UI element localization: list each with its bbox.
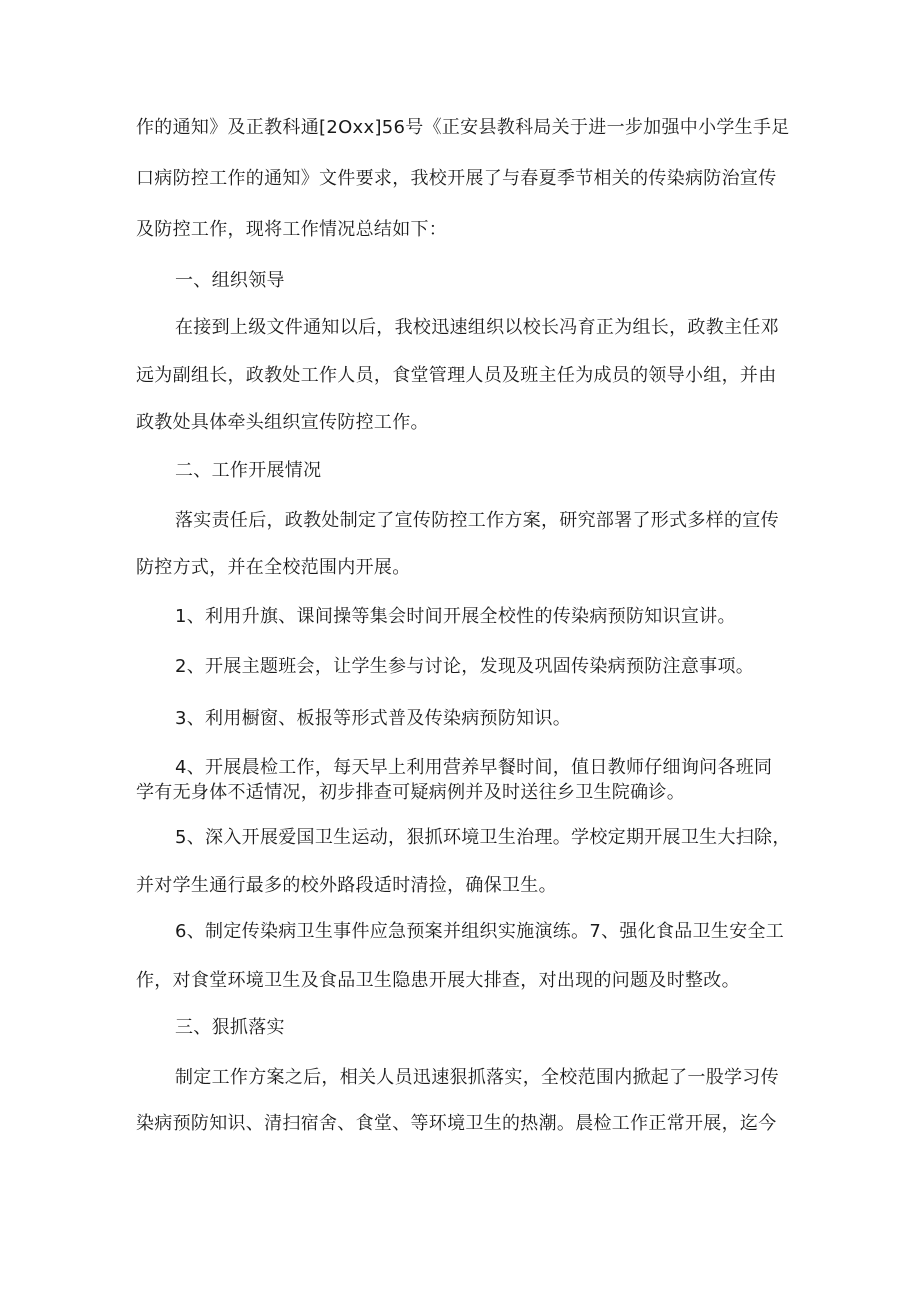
paragraph-line: 在接到上级文件通知以后，我校迅速组织以校长冯育正为组长，政教主任邓 (175, 317, 779, 338)
paragraph-line: 口病防控工作的通知》文件要求，我校开展了与春夏季节相关的传染病防治宣传 (136, 168, 777, 189)
list-item-continuation: 作，对食堂环境卫生及食品卫生隐患开展大排查，对出现的问题及时整改。 (136, 970, 740, 991)
list-item: 2、开展主题班会，让学生参与讨论，发现及巩固传染病预防注意事项。 (175, 656, 755, 677)
paragraph-line: 及防控工作，现将工作情况总结如下： (136, 219, 448, 240)
paragraph-line: 防控方式，并在全校范围内开展。 (136, 557, 411, 578)
section-heading-organization: 一、组织领导 (175, 270, 285, 291)
paragraph-line: 远为副组长，政教处工作人员，食堂管理人员及班主任为成员的领导小组，并由 (136, 365, 777, 386)
list-item: 3、利用橱窗、板报等形式普及传染病预防知识。 (175, 708, 572, 729)
list-item: 1、利用升旗、课间操等集会时间开展全校性的传染病预防知识宣讲。 (175, 606, 736, 627)
section-heading-work-progress: 二、工作开展情况 (175, 460, 322, 481)
paragraph-line: 染病预防知识、清扫宿舍、食堂、等环境卫生的热潮。晨检工作正常开展，迄今 (136, 1113, 777, 1134)
list-item: 6、制定传染病卫生事件应急预案并组织实施演练。7、强化食品卫生安全工 (175, 921, 785, 942)
paragraph-line: 政教处具体牵头组织宣传防控工作。 (136, 412, 429, 433)
list-item: 4、开展晨检工作，每天早上利用营养早餐时间，值日教师仔细询问各班同 (175, 757, 773, 778)
paragraph-line: 落实责任后，政教处制定了宣传防控工作方案，研究部署了形式多样的宣传 (175, 510, 779, 531)
paragraph-line: 制定工作方案之后，相关人员迅速狠抓落实，全校范围内掀起了一股学习传 (175, 1067, 779, 1088)
list-item: 5、深入开展爱国卫生运动，狠抓环境卫生治理。学校定期开展卫生大扫除， (175, 827, 791, 848)
paragraph-line: 作的通知》及正教科通[2Oxx]56号《正安县教科局关于进一步加强中小学生手足 (136, 117, 790, 138)
list-item-continuation: 并对学生通行最多的校外路段适时清捡，确保卫生。 (136, 875, 557, 896)
section-heading-implementation: 三、狠抓落实 (175, 1017, 285, 1038)
list-item-continuation: 学有无身体不适情况，初步排查可疑病例并及时送往乡卫生院确诊。 (136, 782, 685, 803)
